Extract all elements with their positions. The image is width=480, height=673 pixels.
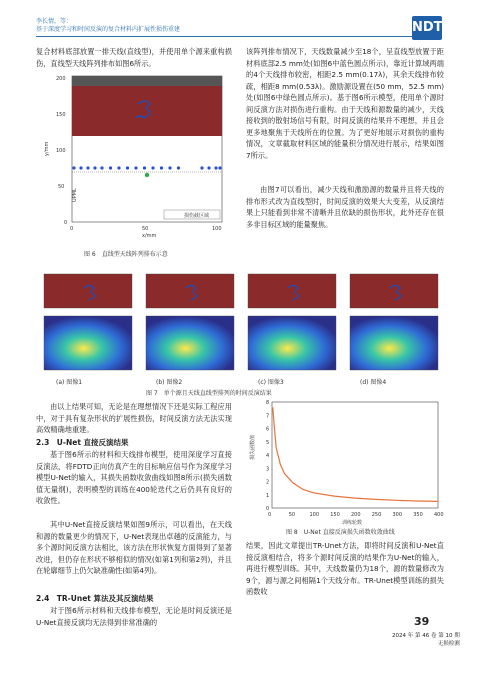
fig6-antenna-11	[151, 166, 154, 169]
left-paragraph-1: 复合材料底部放置一排天线(直线型)，并使用单个源来重构损伤，直线型天线阵列排布如图6所示。	[36, 47, 232, 68]
journal-logo: NDT	[412, 16, 442, 40]
fig7-sub-a: (a) 图像1	[56, 379, 83, 386]
fig6-ytick-200: 200	[56, 76, 66, 82]
fig7-truth-panel-2	[146, 274, 234, 308]
fig6-material	[72, 86, 222, 136]
section-2-4-heading: 2.4 TR-Unet 算法及其反演结果	[36, 594, 154, 603]
journal-issue: 2024 年 第 46 卷 第 10 期 无损检测	[392, 633, 460, 647]
fig6-ytick-50: 50	[58, 184, 65, 190]
fig8-ytick-7: 7	[266, 413, 270, 420]
fig7-tr-result-panel-2	[146, 316, 234, 370]
fig6-antenna-16	[207, 166, 210, 169]
fig8-xtick-0: 0	[268, 512, 272, 518]
fig6-antenna-3	[86, 166, 89, 169]
right-paragraph-1: 该阵列排布情况下，天线数量减少至18个，呈直线型放置于距材料底部2.5 mm处(如图6中蓝色圆点所示)，靠近计算域两端的4个天线排布较密，相距2.5 mm(0.17λ)，其余天线排布较疏，相距8 mm(0.53λ)。激励源设置在(50 mm，52.5 mm)处(如图6中绿色圆点所示)。基于图6所示模型，使用单个源时间反演方法对损伤进行重构。由于天线和源数量的减少，天线接收到的散射场信号有限，时间反演的结果并不理想，并且会更多地聚焦于天线所在的位置。为了更好地展示对损伤的重构情况，文章截取材料区域的能量积分情况进行展示，结果如图7所示。	[246, 47, 444, 160]
fig7-truth-panel-4	[350, 274, 438, 308]
left-paragraph-2: 由以上结果可知，无论是在理想情况下还是实际工程应用中，对于具有复杂形状的扩展性损伤，时间反演方法无法实现高效精确地重建。	[36, 402, 232, 434]
fig6-ylabel: y/mm	[44, 141, 50, 156]
fig8-xtick-50: 50	[288, 512, 296, 518]
fig6-antenna-15	[200, 166, 203, 169]
fig6-antenna-10	[143, 166, 146, 169]
fig6-antenna-12	[160, 166, 163, 169]
fig7-sub-b: (b) 图像2	[156, 379, 183, 386]
journal-info	[392, 631, 460, 647]
fig7-sub-d: (d) 图像4	[360, 379, 387, 386]
fig8-ytick-1: 1	[266, 492, 270, 499]
fig6-antenna-1	[72, 166, 75, 169]
fig6-ytick-0: 0	[64, 220, 68, 226]
fig8-xtick-150: 150	[330, 512, 340, 518]
left-paragraph-3: 基于图6所示的材料和天线排布模型，使用深度学习直接反演法，将FDTD正向仿真产生的目标响应信号作为深度学习模型U-Net的输入，其损失函数收敛曲线如图8所示(损失函数值无量纲)，表明模型的训练在400轮迭代之后仍具有良好的收敛性。	[36, 450, 232, 505]
fig6-xtick-0: 0	[70, 226, 74, 232]
fig6-antenna-6	[109, 166, 112, 169]
fig6-antenna-5	[100, 166, 103, 169]
fig7-caption: 图 7 单个源且天线直线型排列的时间反演结果	[146, 390, 272, 397]
fig6-label-upml: UPML	[72, 188, 78, 202]
fig6-antenna-2	[79, 166, 82, 169]
fig7-tr-result-panel-4	[350, 316, 438, 370]
header-title: 基于深度学习和时间反演的复合材料内扩展性损伤重建	[36, 26, 181, 33]
left-paragraph-4: 其中U-Net直接反演结果如图9所示，可以看出，在天线和源的数量更少的情况下，U-Net表现出卓越的反演能力，与多个源时间反演方法相比，该方法在形状恢复方面得到了显著改进，但仍存在形状不够相似的情况(如第1列和第2列)，并且在轮廓细节上仍欠缺准确性(如第4列)。	[36, 520, 232, 575]
fig6-ytick-150: 150	[56, 112, 66, 118]
figure-7	[36, 270, 444, 378]
fig6-antenna-7	[117, 166, 120, 169]
fig7-sub-c: (c) 图像3	[258, 379, 284, 386]
fig6-antenna-18	[218, 166, 221, 169]
fig6-xlabel: x/mm	[142, 233, 157, 239]
fig7-tr-result-panel-3	[248, 316, 336, 370]
header-authors: 李长情，等：	[36, 18, 73, 25]
figure-8-chart	[246, 398, 444, 526]
fig8-ytick-0: 0	[266, 506, 270, 512]
page-number: 39	[414, 615, 430, 628]
fig7-tr-result-panel-1	[44, 316, 132, 370]
fig6-label-damage: 损伤截区域	[184, 213, 210, 219]
fig7-truth-panel-3	[248, 274, 336, 308]
fig6-antenna-14	[177, 166, 180, 169]
fig8-frame	[272, 402, 438, 508]
right-paragraph-3: 结果，因此文章提出TR-Unet方法，即将时间反演和U-Net直接反演相结合，将多个源时间反演的结果作为U-Net的输入，再进行模型训练。其中，天线数量仍为18个，源的数量修改为9个，源与源之间相隔1个天线分布。TR-Unet模型训练的损失函数收	[246, 541, 444, 596]
fig6-xtick-50: 50	[142, 226, 149, 232]
fig6-upml-top	[72, 76, 222, 86]
fig8-ytick-8: 8	[266, 400, 270, 406]
fig8-xtick-300: 300	[392, 512, 403, 518]
fig8-ylabel: 损失函数值	[250, 434, 256, 460]
fig6-caption: 图 6 直线型天线阵列排布示意	[84, 251, 168, 258]
fig8-xtick-200: 200	[351, 512, 361, 518]
fig6-xtick-100: 100	[212, 226, 222, 232]
section-2-3-heading: 2.3 U-Net 直接反演结果	[36, 438, 129, 447]
fig8-ytick-5: 5	[266, 439, 270, 446]
header-rule	[36, 36, 420, 37]
fig6-antenna-4	[93, 166, 96, 169]
fig6-source	[145, 173, 149, 177]
fig6-antenna-8	[126, 166, 129, 169]
fig7-truth-panel-1	[44, 274, 132, 308]
fig8-xlabel: 训练轮数	[342, 520, 363, 526]
fig8-ytick-3: 3	[266, 466, 270, 473]
fig8-xtick-100: 100	[309, 512, 320, 518]
fig8-ytick-4: 4	[266, 453, 270, 459]
fig6-ytick-100: 100	[56, 148, 66, 154]
fig8-ytick-6: 6	[266, 426, 270, 433]
fig8-ytick-2: 2	[266, 479, 270, 486]
fig8-xtick-250: 250	[371, 512, 382, 518]
figure-6	[36, 72, 232, 248]
left-paragraph-5: 对于图6所示材料和天线排布模型，无论是时间反演还是U-Net直接反演均无法得到非常准确的	[36, 606, 232, 627]
fig8-xtick-350: 350	[413, 512, 423, 518]
fig6-antenna-17	[214, 166, 217, 169]
fig6-antenna-9	[134, 166, 137, 169]
fig6-antenna-13	[168, 166, 171, 169]
right-paragraph-2: 由图7可以看出，减少天线和激励源的数量并且将天线的排布形式改为直线型时，时间反演的效果大大变差，从反演结果上只能看到非常不清晰并且依缺的损伤形状，此外还存在很多非目标区域的能量聚焦。	[246, 185, 444, 229]
fig8-caption: 图 8 U-Net 直接反演损失函数收敛曲线	[286, 529, 395, 536]
running-header	[36, 18, 180, 34]
fig8-xtick-400: 400	[434, 512, 444, 518]
